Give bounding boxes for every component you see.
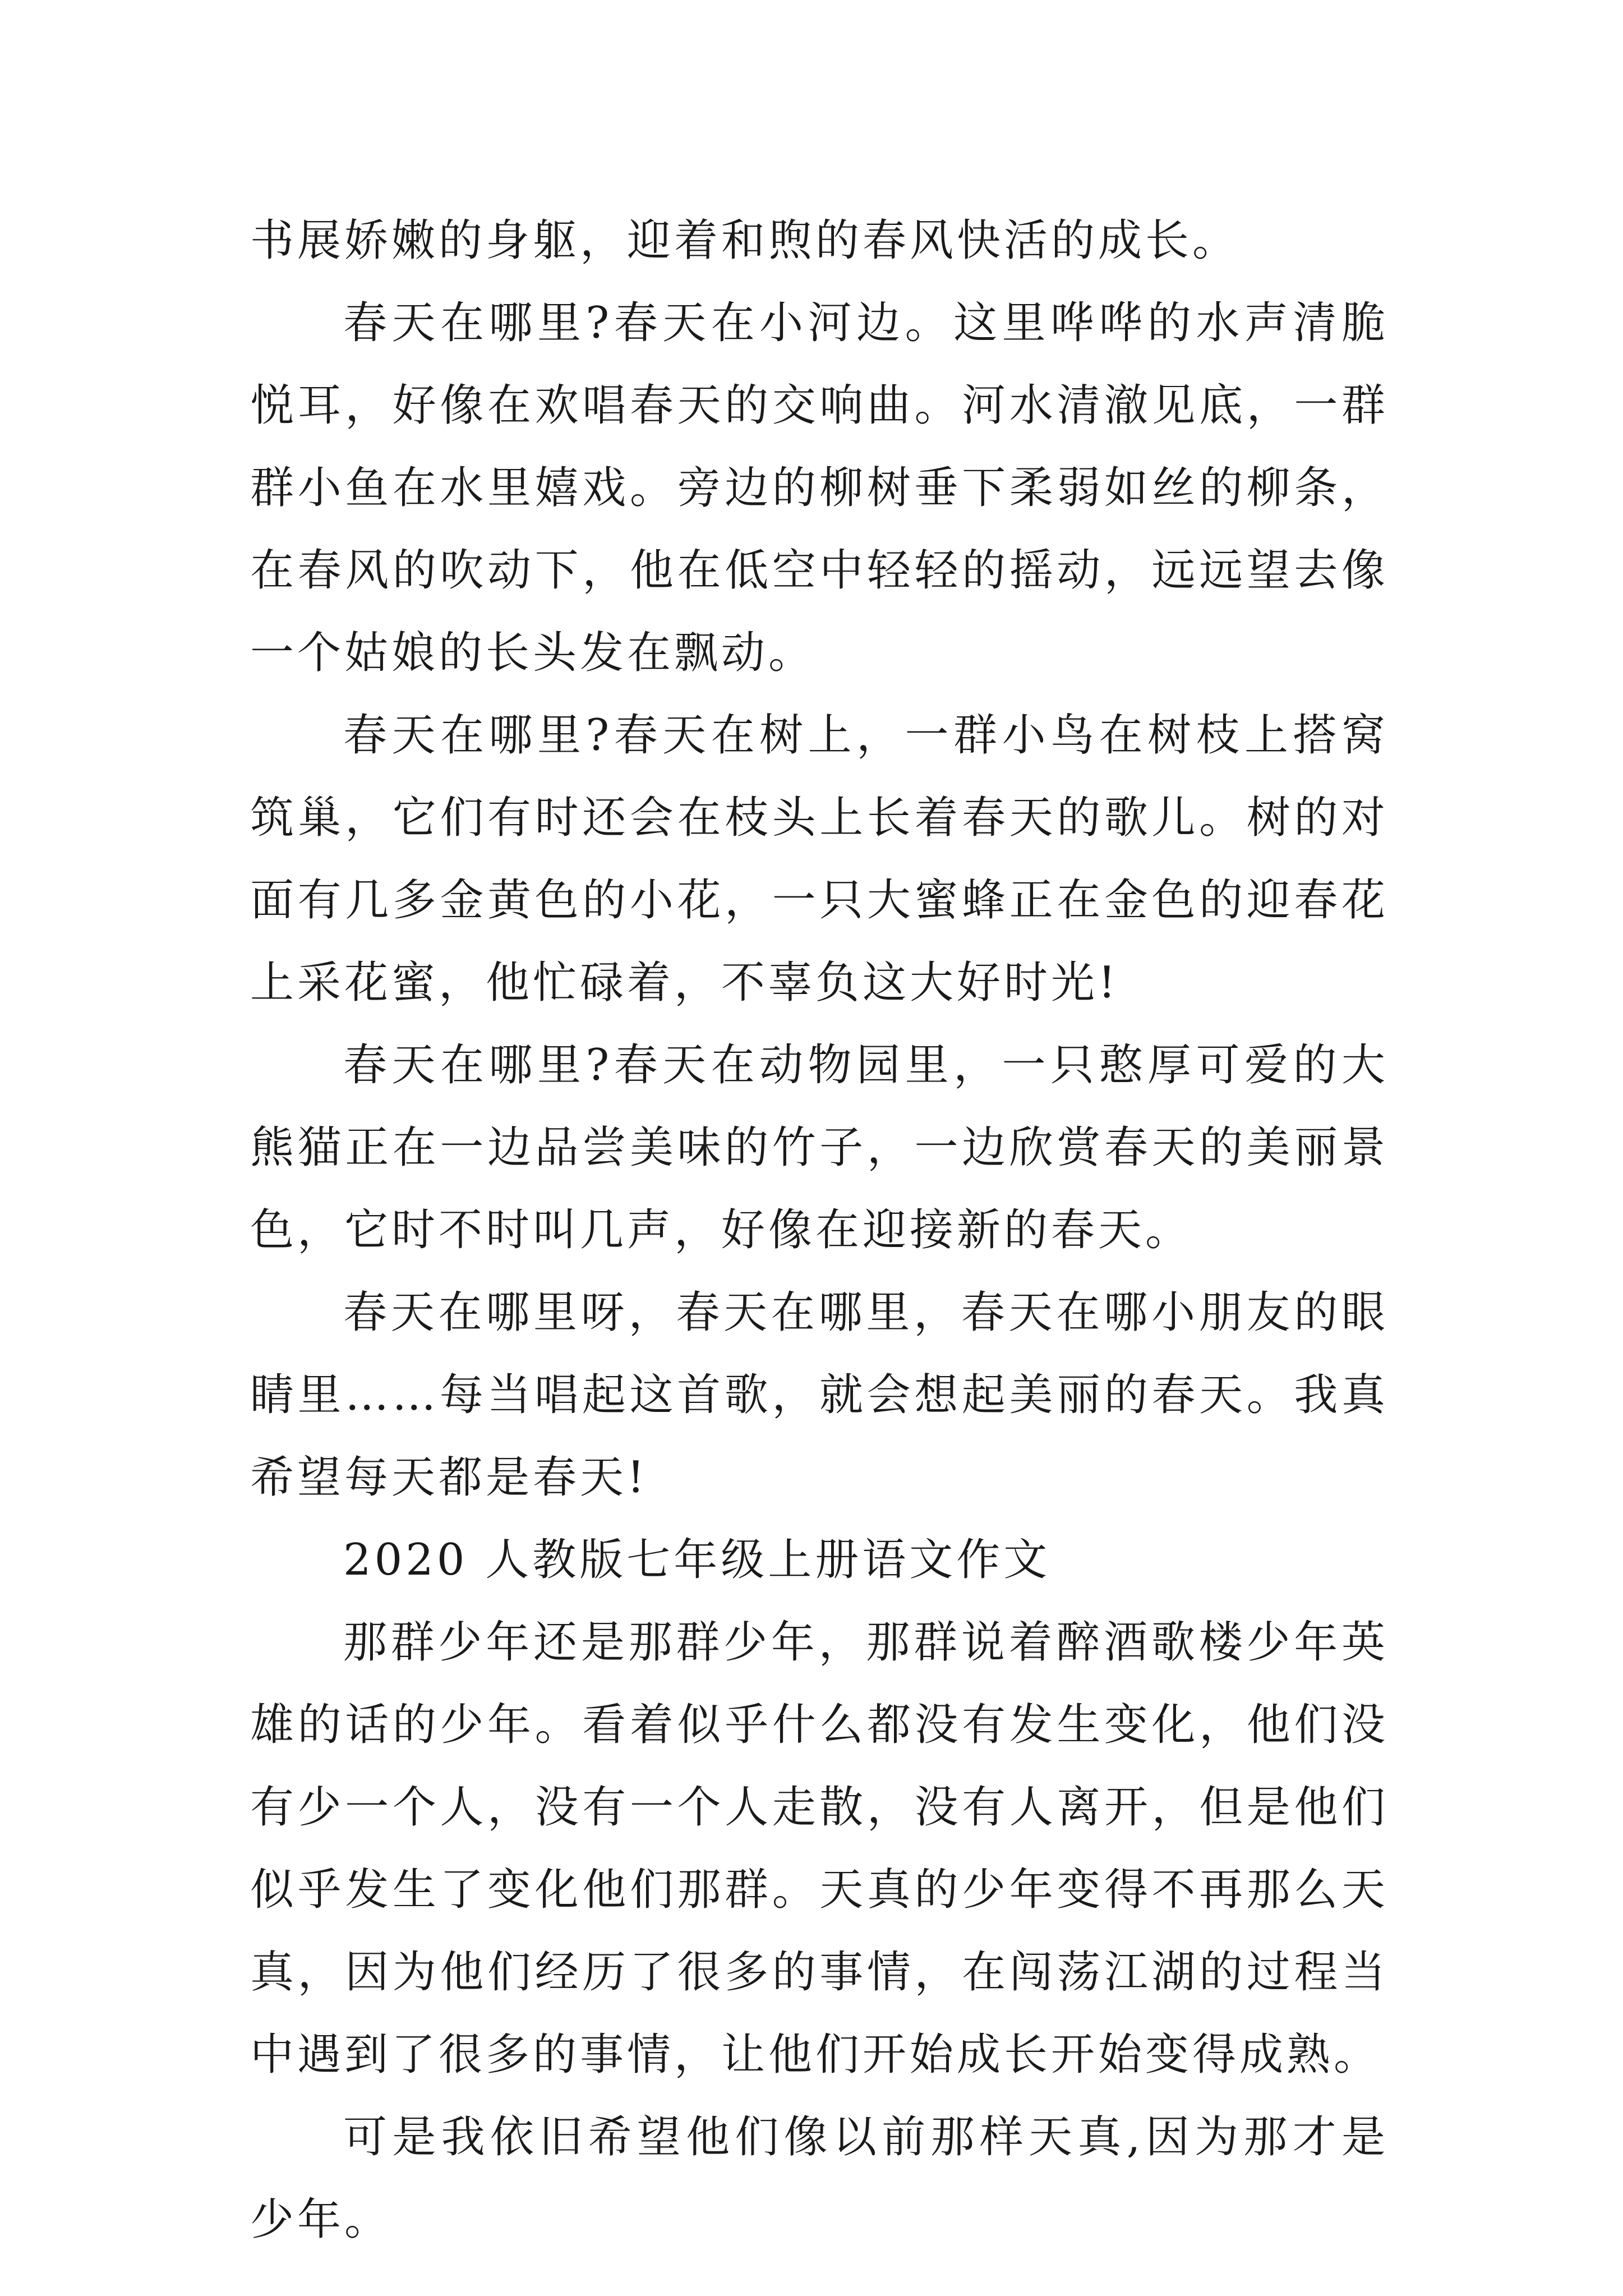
paragraph: 那群少年还是那群少年，那群说着醉酒歌楼少年英雄的话的少年。看着似乎什么都没有发生变化，他们没有少一个人，没有一个人走散，没有人离开，但是他们似乎发生了变化他们那群。天真的少年变得不再那么天真，因为他们经历了很多的事情，在闯荡江湖的过程当中遇到了很多的事情，让他们开始成长开始变得成熟。	[250, 1617, 1389, 2080]
paragraph: 可是我依旧希望他们像以前那样天真,因为那才是少年。	[250, 2112, 1389, 2245]
section-heading: 2020 人教版七年级上册语文作文	[343, 1535, 1051, 1585]
paragraph: 春天在哪里呀，春天在哪里，春天在哪小朋友的眼睛里……每当唱起这首歌，就会想起美丽的春天。我真希望每天都是春天!	[250, 1287, 1389, 1503]
paragraph: 春天在哪里?春天在树上，一群小鸟在树枝上搭窝筑巢，它们有时还会在枝头上长着春天的歌儿。树的对面有几多金黄色的小花，一只大蜜蜂正在金色的迎春花上采花蜜，他忙碌着，不辜负这大好时光!	[250, 710, 1389, 1008]
paragraph: 书展娇嫩的身躯，迎着和煦的春风快活的成长。	[250, 215, 1240, 266]
document-body	[250, 200, 1389, 2261]
paragraph: 春天在哪里?春天在小河边。这里哗哗的水声清脆悦耳，好像在欢唱春天的交响曲。河水清澈见底，一群群小鱼在水里嬉戏。旁边的柳树垂下柔弱如丝的柳条，在春风的吹动下，他在低空中轻轻的摇动，远远望去像一个姑娘的长头发在飘动。	[250, 298, 1389, 678]
paragraph: 春天在哪里?春天在动物园里，一只憨厚可爱的大熊猫正在一边品尝美味的竹子，一边欣赏春天的美丽景色，它时不时叫几声，好像在迎接新的春天。	[250, 1040, 1389, 1255]
